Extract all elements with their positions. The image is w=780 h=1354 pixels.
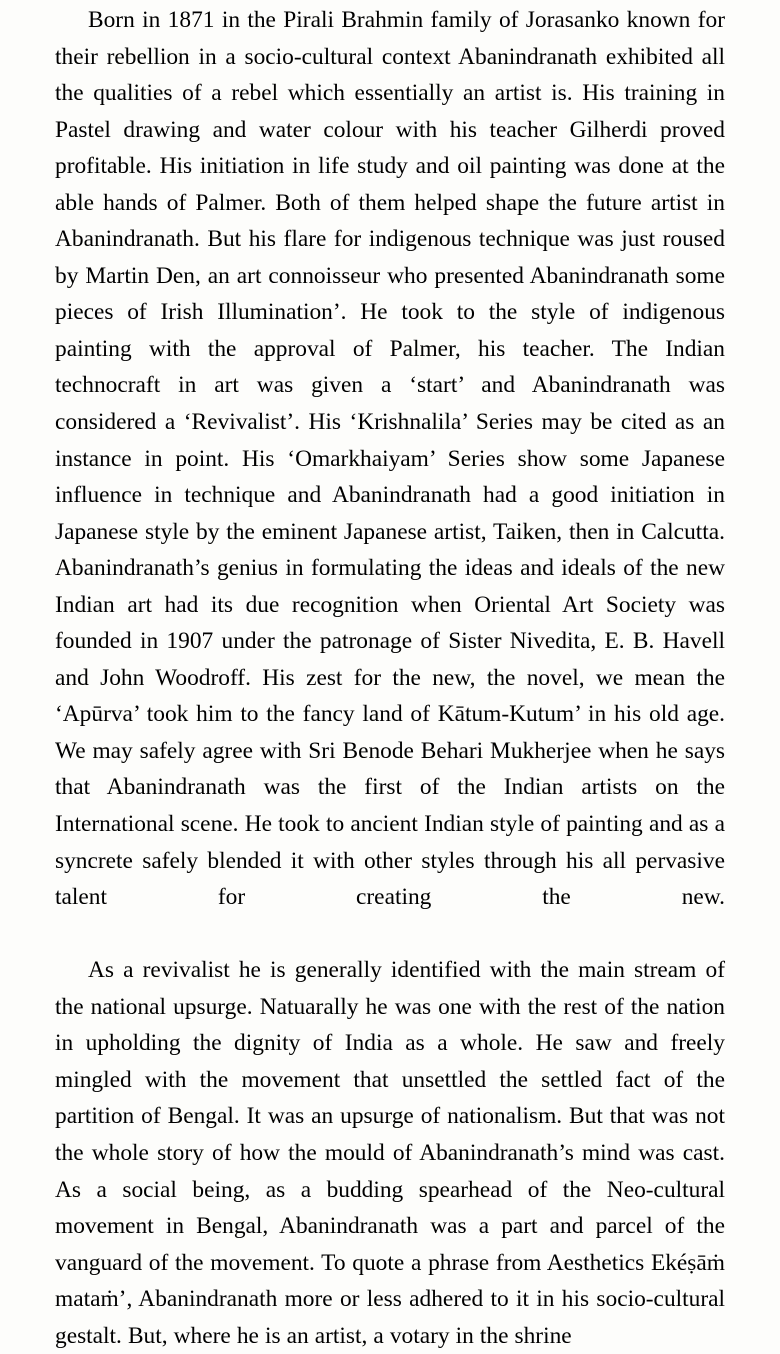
body-paragraph-2: As a revivalist he is generally identified with the main stream of the national upsurge. Natuarally he was one with the rest of the nation in upholding the dignity of India as a whole. He saw and freely mingled with the movement that unsettled the settled fact of the partition of Bengal. It was an upsurge of nationalism. But that was not the whole story of how the mould of Abanindranath’s mind was cast. As a social being, as a budding spearhead of the Neo-cultural movement in Bengal, Abanindranath was a part and parcel of the vanguard of the movement. To quote a phrase from Aesthetics Ekéṣāṁ mataṁ’, Abanindranath more or less adhered to it in his socio-cultural gestalt. But, where he is an artist, a votary in the shrine	[55, 957, 725, 1349]
text-column	[55, 2, 725, 1354]
body-paragraph-1: Born in 1871 in the Pirali Brahmin family of Jorasanko known for their rebellion in a socio-cultural context Abanindranath exhibited all the qualities of a rebel which essentially an artist is. His training in Pastel drawing and water colour with his teacher Gilherdi proved profitable. His initiation in life study and oil painting was done at the able hands of Palmer. Both of them helped shape the future artist in Abanindranath. But his flare for indigenous technique was just roused by Martin Den, an art connoisseur who presented Abanindranath some pieces of Irish Illumination’. He took to the style of indigenous painting with the approval of Palmer, his teacher. The Indian technocraft in art was given a ‘start’ and Abanindranath was considered a ‘Revivalist’. His ‘Krishnalila’ Series may be cited as an instance in point. His ‘Omarkhaiyam’ Series show some Japanese influence in technique and Abanindranath had a good initiation in Japanese style by the eminent Japanese artist, Taiken, then in Calcutta. Abanindranath’s genius in formulating the ideas and ideals of the new Indian art had its due recognition when Oriental Art Society was founded in 1907 under the patronage of Sister Nivedita, E. B. Havell and John Woodroff. His zest for the new, the novel, we mean the ‘Apūrva’ took him to the fancy land of Kātum-Kutum’ in his old age. We may safely agree with Sri Benode Behari Mukherjee when he says that Abanindranath was the first of the Indian artists on the International scene. He took to ancient Indian style of painting and as a syncrete safely blended it with other styles through his all pervasive talent for creating the new.	[55, 7, 725, 911]
